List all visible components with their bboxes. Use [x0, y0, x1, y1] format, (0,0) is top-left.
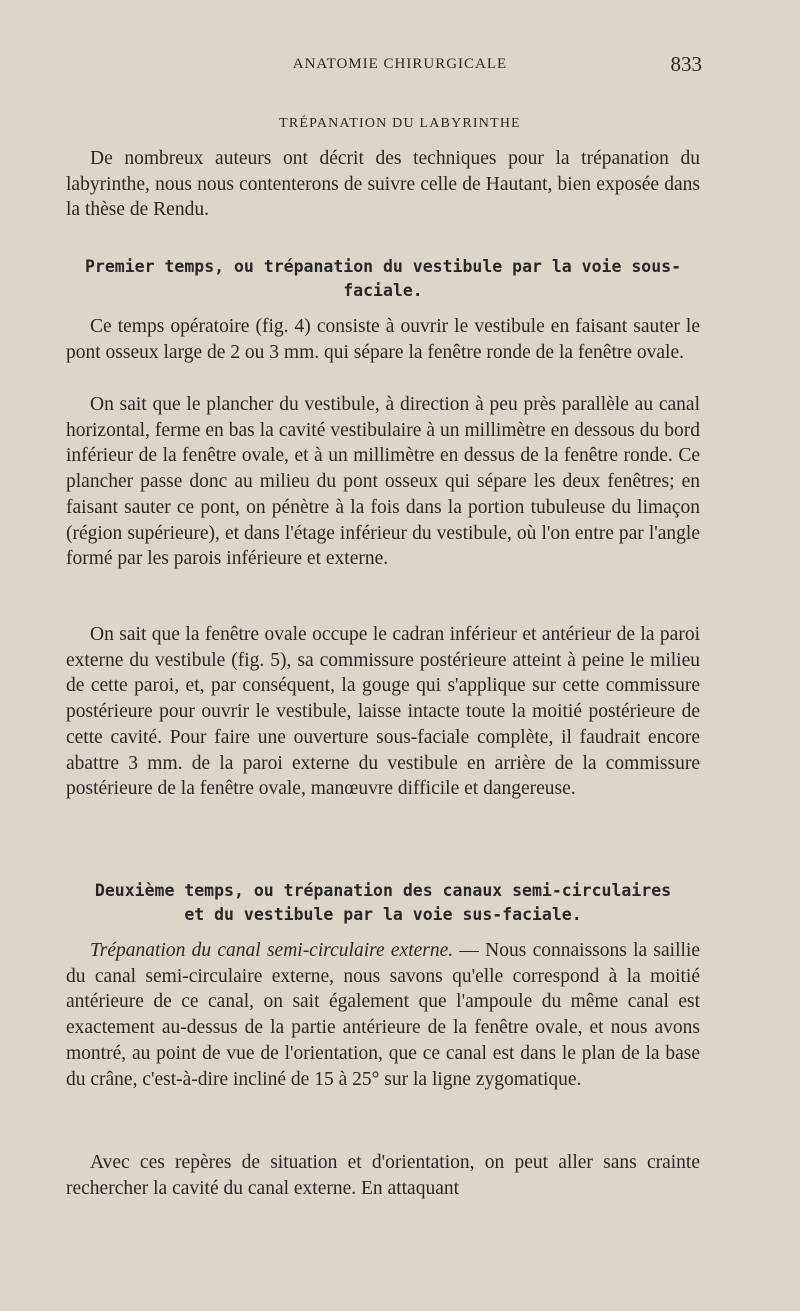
deuxieme-temps-paragraph-2: Avec ces repères de situation et d'orientation, on peut aller sans crainte rechercher la cavité du canal externe. En attaquant — [66, 1152, 700, 1199]
page-number: 833 — [670, 52, 702, 76]
running-title: ANATOMIE CHIRURGICALE — [292, 56, 508, 72]
premier-temps-paragraph-2: On sait que le plancher du vestibule, à direction à peu près parallèle au canal horizontal, ferme en bas la cavité vestibulaire à un millimètre en dessous du bord inférieur de la fenêtre ovale, et à un millimètre en dessus de la fenêtre ronde. Ce plancher passe donc au milieu du pont osseux qui sépare les deux fenêtres; en faisant sauter ce pont, on pénètre à la fois dans la portion tubuleuse du limaçon (région supérieure), et dans l'étage inférieur du vestibule, où l'on entre par l'angle formé par les parois inférieure et externe. — [66, 394, 700, 570]
paragraph-body: — Nous connaissons la saillie du canal semi-circulaire externe, nous savons qu'elle correspond à la moitié antérieure de ce canal, on sait également que l'ampoule du même canal est exactement au-dessus de la partie antérieure de la fenêtre ovale, et nous avons montré, au point de vue de l'orientation, que ce canal est dans le plan de la base du crâne, c'est-à-dire incliné de 15 à 25° sur la ligne zygomatique. — [66, 940, 701, 1090]
deuxieme-temps-heading-line-1: Deuxième temps, ou trépanation des canaux semi-circulaires — [94, 881, 672, 900]
deuxieme-temps-heading-line-2: et du vestibule par la voie sus-faciale. — [184, 905, 582, 924]
premier-temps-heading: Premier temps, ou trépanation du vestibule par la voie sous-faciale. — [84, 257, 682, 300]
deuxieme-temps-paragraph-1 — [66, 938, 700, 1092]
premier-temps-paragraph-1: Ce temps opératoire (fig. 4) consiste à ouvrir le vestibule en faisant sauter le pont osseux large de 2 ou 3 mm. qui sépare la fenêtre ronde de la fenêtre ovale. — [66, 316, 700, 363]
deuxieme-temps-heading — [66, 879, 700, 927]
italic-subheading: Trépanation du canal semi-circulaire externe. — [90, 940, 454, 961]
running-head — [0, 52, 800, 76]
section-title: TRÉPANATION DU LABYRINTHE — [279, 116, 521, 131]
premier-temps-paragraph-3: On sait que la fenêtre ovale occupe le cadran inférieur et antérieur de la paroi externe du vestibule (fig. 5), sa commissure postérieure atteint à peine le milieu de cette paroi, et, par conséquent, la gouge qui s'applique sur cette commissure postérieure pour ouvrir le vestibule, laisse intacte toute la moitié postérieure de cette cavité. Pour faire une ouverture sous-faciale complète, il faudrait encore abattre 3 mm. de la paroi externe du vestibule en arrière de la commissure postérieure de la fenêtre ovale, manœuvre difficile et dangereuse. — [66, 624, 700, 800]
intro-paragraph: De nombreux auteurs ont décrit des techniques pour la trépanation du labyrinthe, nous nous contenterons de suivre celle de Hautant, bien exposée dans la thèse de Rendu. — [66, 148, 700, 221]
